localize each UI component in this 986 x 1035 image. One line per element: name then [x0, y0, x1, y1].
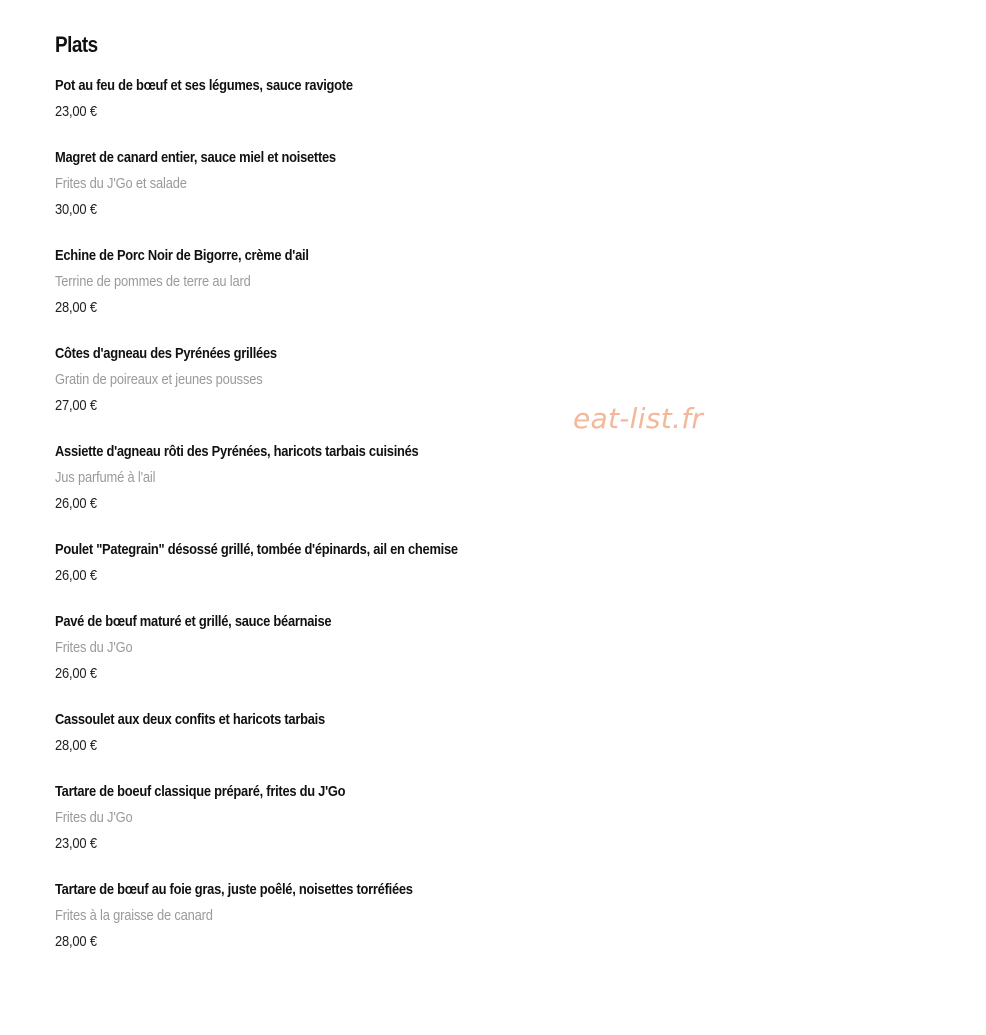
dish-item [55, 540, 755, 586]
dish-price: 26,00 € [55, 665, 97, 682]
watermark-text: eat-list.fr [573, 402, 704, 435]
dish-price: 23,00 € [55, 103, 97, 120]
dish-name: Tartare de boeuf classique préparé, frites du J'Go [55, 783, 346, 800]
dish-price: 28,00 € [55, 299, 97, 316]
dish-name: Pavé de bœuf maturé et grillé, sauce béarnaise [55, 613, 332, 630]
dish-price: 23,00 € [55, 835, 97, 852]
dish-description: Jus parfumé à l'ail [55, 469, 156, 486]
dish-item [55, 246, 755, 318]
dish-price: 26,00 € [55, 495, 97, 512]
section-title: Plats [55, 32, 98, 57]
dish-description: Gratin de poireaux et jeunes pousses [55, 371, 263, 388]
dish-name: Côtes d'agneau des Pyrénées grillées [55, 345, 277, 362]
dish-price: 28,00 € [55, 933, 97, 950]
dish-name: Echine de Porc Noir de Bigorre, crème d'ail [55, 247, 309, 264]
dish-price: 28,00 € [55, 737, 97, 754]
dish-price: 27,00 € [55, 397, 97, 414]
dish-name: Pot au feu de bœuf et ses légumes, sauce ravigote [55, 77, 353, 94]
dish-description: Terrine de pommes de terre au lard [55, 273, 251, 290]
dish-item [55, 782, 755, 854]
dish-name: Tartare de bœuf au foie gras, juste poêlé, noisettes torréfiées [55, 881, 413, 898]
dish-description: Frites du J'Go [55, 639, 133, 656]
dish-name: Magret de canard entier, sauce miel et noisettes [55, 149, 336, 166]
dish-item [55, 442, 755, 514]
dish-item [55, 710, 755, 756]
dish-item [55, 148, 755, 220]
dish-name: Cassoulet aux deux confits et haricots tarbais [55, 711, 325, 728]
dish-item [55, 76, 755, 122]
dish-description: Frites à la graisse de canard [55, 907, 213, 924]
dish-item [55, 880, 755, 952]
dish-price: 26,00 € [55, 567, 97, 584]
dish-description: Frites du J'Go [55, 809, 133, 826]
dish-item [55, 612, 755, 684]
dish-name: Assiette d'agneau rôti des Pyrénées, haricots tarbais cuisinés [55, 443, 419, 460]
menu-section [55, 30, 755, 978]
dish-price: 30,00 € [55, 201, 97, 218]
dish-description: Frites du J'Go et salade [55, 175, 187, 192]
dish-name: Poulet "Pategrain" désossé grillé, tombée d'épinards, ail en chemise [55, 541, 458, 558]
